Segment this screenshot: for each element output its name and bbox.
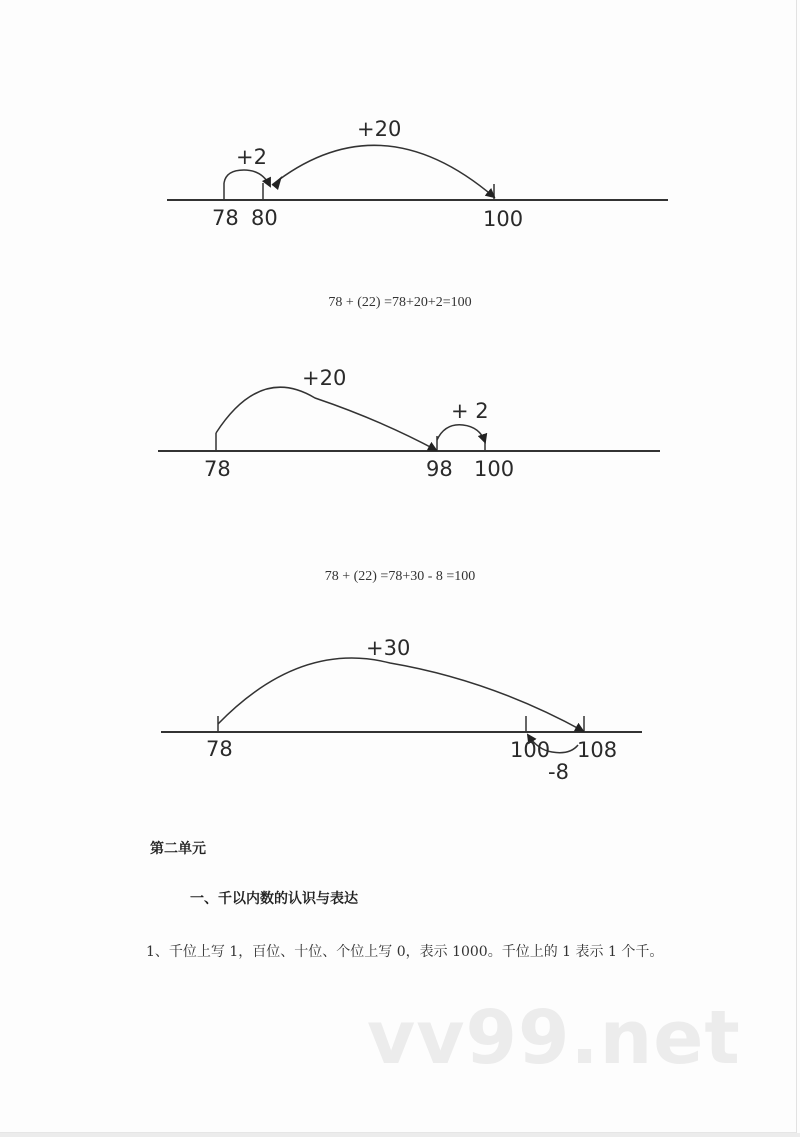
number-line-diagram-3 [0, 625, 800, 795]
jump-arrow-plus-20 [272, 145, 494, 197]
tick-label: 108 [577, 738, 618, 762]
tick-label: 100 [510, 738, 551, 762]
tick-label: 100 [474, 457, 515, 481]
jump-label: +20 [302, 366, 347, 390]
jump-label: +20 [357, 117, 402, 141]
jump-label: +2 [236, 145, 267, 169]
unit-title: 第二单元 [150, 841, 206, 857]
jump-label: +30 [366, 636, 411, 660]
tick-label: 80 [251, 206, 278, 230]
jump-arrow-plus-30 [218, 658, 583, 731]
jump-arrow-plus-20 [216, 387, 436, 450]
tick-label: 78 [206, 737, 233, 761]
jump-label: + 2 [451, 399, 489, 423]
watermark: vv99.net [367, 995, 741, 1081]
tick-label: 78 [212, 206, 239, 230]
equation-1: 78 + (22) =78+20+2=100 [328, 295, 472, 310]
jump-label: -8 [548, 760, 569, 784]
number-line-diagram-2 [0, 360, 800, 490]
paragraph: 1、千位上写 1，百位、十位、个位上写 0，表示 1000。千位上的 1 表示 1 个千。 [146, 944, 664, 960]
tick-label: 98 [426, 457, 453, 481]
equation-2: 78 + (22) =78+30 - 8 =100 [324, 569, 476, 584]
page-bottom-edge [0, 1133, 800, 1137]
tick-label: 100 [483, 207, 524, 231]
section-title: 一、千以内数的认识与表达 [190, 891, 358, 907]
tick-label: 78 [204, 457, 231, 481]
number-line-diagram-1 [0, 100, 800, 240]
jump-arrow-plus-2 [437, 425, 485, 442]
